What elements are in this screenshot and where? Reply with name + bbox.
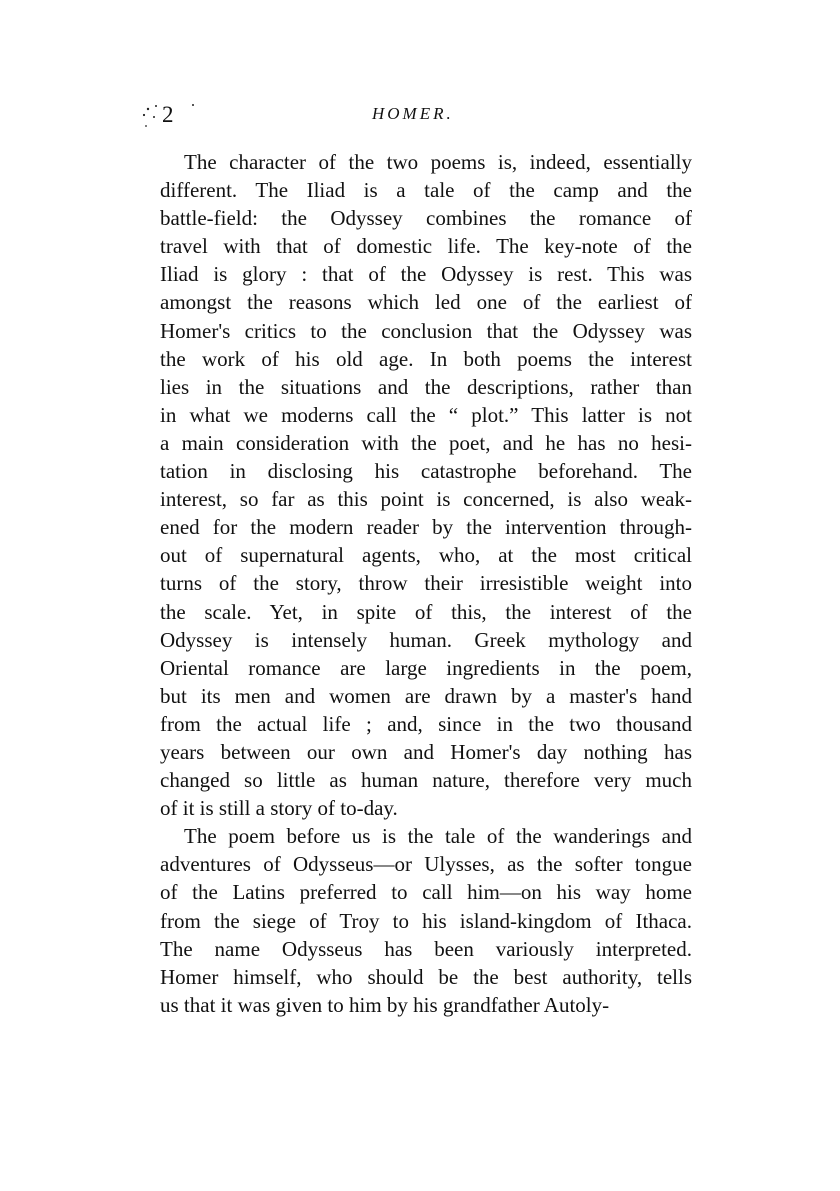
text-line: a main consideration with the poet, and he has no hesi- — [160, 430, 692, 455]
page-header — [140, 100, 700, 130]
text-line: The name Odysseus has been variously interpreted. — [160, 936, 692, 961]
text-line: Homer himself, who should be the best authority, tells — [160, 964, 692, 989]
paragraph — [160, 822, 692, 1019]
text-line: but its men and women are drawn by a master's hand — [160, 683, 692, 708]
text-line: Iliad is glory : that of the Odyssey is rest. This was — [160, 262, 692, 287]
text-line: out of supernatural agents, who, at the most critical — [160, 543, 692, 568]
text-line: adventures of Odysseus—or Ulysses, as the softer tongue — [160, 852, 692, 877]
text-line: battle-field: the Odyssey combines the romance of — [160, 206, 692, 231]
text-line: the work of his old age. In both poems the interest — [160, 346, 692, 371]
text-line: of it is still a story of to-day. — [160, 796, 398, 821]
running-head: HOMER. — [372, 104, 454, 123]
text-line: turns of the story, throw their irresistible weight into — [160, 571, 692, 596]
text-line: The character of the two poems is, indeed, essentially — [184, 150, 692, 174]
text-line: from the actual life ; and, since in the two thousand — [160, 711, 692, 736]
text-line: tation in disclosing his catastrophe beforehand. The — [160, 459, 692, 484]
text-line: us that it was given to him by his grandfather Autoly- — [160, 992, 610, 1017]
text-line: in what we moderns call the “ plot.” This latter is not — [160, 402, 692, 427]
text-line: Homer's critics to the conclusion that the Odyssey was — [160, 318, 692, 343]
text-line: The poem before us is the tale of the wanderings and — [184, 824, 692, 849]
text-line: interest, so far as this point is concerned, is also weak- — [160, 487, 692, 512]
page-number: 2 — [162, 102, 174, 127]
paragraph — [160, 148, 692, 822]
text-line: the scale. Yet, in spite of this, the interest of the — [160, 599, 692, 624]
text-line: lies in the situations and the descriptions, rather than — [160, 374, 692, 399]
text-line: Oriental romance are large ingredients in the poem, — [160, 655, 692, 680]
text-line: different. The Iliad is a tale of the camp and the — [160, 178, 692, 203]
text-line: years between our own and Homer's day nothing has — [160, 739, 692, 764]
text-line: changed so little as human nature, therefore very much — [160, 768, 692, 793]
body-text — [160, 148, 692, 1019]
text-line: of the Latins preferred to call him—on his way home — [160, 880, 692, 905]
text-line: amongst the reasons which led one of the earliest of — [160, 290, 692, 315]
text-line: Odyssey is intensely human. Greek mythology and — [160, 627, 692, 652]
text-line: from the siege of Troy to his island-kingdom of Ithaca. — [160, 908, 692, 933]
text-line: travel with that of domestic life. The key-note of the — [160, 234, 692, 259]
text-line: ened for the modern reader by the intervention through- — [160, 515, 692, 540]
